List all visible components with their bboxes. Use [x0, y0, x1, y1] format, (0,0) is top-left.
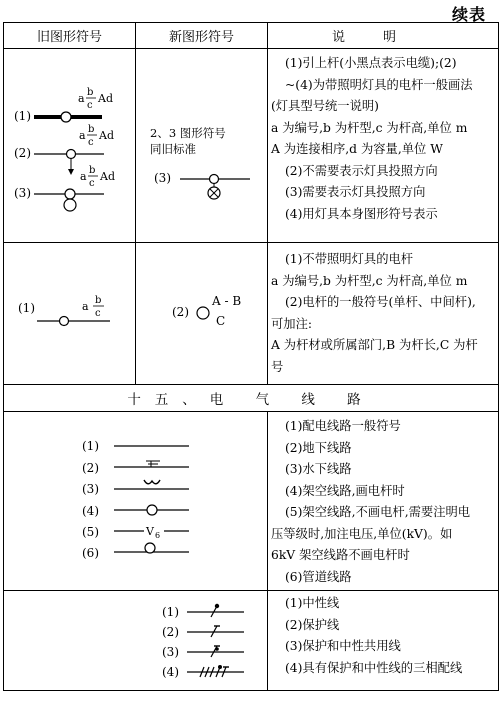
pole-symbols-new [136, 49, 267, 241]
section-title [4, 385, 499, 412]
old-symbol-cell [4, 243, 136, 385]
desc-line: A 为连接相序,d 为容量,单位 W [271, 142, 443, 156]
description-cell [268, 591, 499, 691]
neutral-dot [215, 647, 219, 651]
line-symbols [4, 412, 267, 588]
note-line2: 同旧标准 [150, 142, 196, 156]
section-row [4, 385, 499, 412]
pole-symbol-new [136, 243, 267, 383]
old-symbol-cell [4, 49, 136, 243]
neutral-dot [215, 604, 219, 608]
desc-line: ~(4)为带照明灯具的电杆一般画法 [285, 77, 473, 92]
pipe-circle [145, 543, 155, 553]
note-line1: 2、3 图形符号 [150, 126, 226, 140]
desc-line: (4)用灯具本身图形符号表示 [285, 206, 438, 221]
pole-circle [65, 189, 75, 199]
line-symbols-cell [4, 412, 268, 591]
section-title-text: 十五、电 气 线 路 [127, 392, 375, 408]
item-label: (2) [14, 146, 31, 160]
symbol-table [3, 22, 499, 691]
item-label: (3) [162, 645, 179, 659]
item-label: (2) [162, 625, 179, 639]
item-label: (2) [82, 461, 99, 475]
pole-circle [147, 505, 157, 515]
item-label: (4) [82, 504, 99, 518]
pole-circle [67, 150, 76, 159]
neutral-symbols-cell [4, 591, 268, 691]
item-label: (5) [82, 525, 99, 539]
desc-line: (4)架空线路,画电杆时 [285, 483, 405, 498]
label-c: c [87, 100, 93, 111]
pole-circle [210, 175, 219, 184]
desc-line: (5)架空线路,不画电杆,需要注明电 [285, 505, 471, 519]
label-a: a [82, 300, 89, 313]
label-b: b [89, 165, 96, 176]
direction-arrow-icon [68, 169, 74, 175]
continued-label: 续表 [451, 5, 486, 24]
water-wave-icon [144, 480, 160, 484]
label-c: c [89, 178, 95, 189]
neutral-dot [218, 665, 222, 669]
item-label: (1) [82, 439, 99, 453]
label-c: C [216, 314, 226, 328]
description-cell [268, 412, 499, 591]
desc-line: (1)中性线 [285, 596, 340, 610]
new-symbol-cell [136, 49, 268, 243]
header-row [4, 23, 499, 49]
item-label: (3) [82, 482, 99, 496]
desc-line: 号 [271, 359, 284, 374]
desc-line: (2)电杆的一般符号(单杆、中间杆), [285, 295, 476, 309]
voltage-label: V [146, 525, 154, 538]
item-label: (1) [14, 109, 31, 123]
item-label: (3) [154, 171, 171, 185]
header-description-text: 说明 [331, 30, 434, 45]
lamp-circle [64, 199, 76, 211]
label-b: b [95, 295, 102, 306]
desc-line: (2)保护线 [285, 617, 340, 632]
pole-circle [197, 307, 209, 319]
desc-line: (1)引上杆(小黑点表示电缆);(2) [285, 56, 457, 70]
item-label: (4) [162, 665, 179, 679]
desc-line: 可加注: [271, 316, 313, 331]
desc-line: (3)保护和中性共用线 [285, 639, 401, 653]
desc-line: (6)管道线路 [285, 569, 352, 584]
desc-line: (3)需要表示灯具投照方向 [285, 185, 426, 199]
neutral-symbols [4, 591, 267, 689]
label-ad: Ad [99, 129, 114, 142]
header-new-symbol: 新图形符号 [136, 23, 268, 49]
new-symbol-cell [136, 243, 268, 385]
item-label: (1) [162, 605, 179, 619]
label-ab: A - B [212, 294, 242, 308]
header-old-symbol: 旧图形符号 [4, 23, 136, 49]
voltage-sub: 6 [155, 531, 161, 540]
desc-line: (2)不需要表示灯具投照方向 [285, 163, 438, 178]
label-ad: Ad [100, 170, 115, 183]
label-a: a [79, 129, 86, 142]
label-c: c [95, 308, 101, 319]
desc-line: a 为编号,b 为杆型,c 为杆高,单位 m [271, 273, 468, 288]
item-label: (3) [14, 186, 31, 200]
desc-line: (4)具有保护和中性线的三相配线 [285, 660, 463, 675]
table-row [4, 412, 499, 591]
desc-line: a 为编号,b 为杆型,c 为杆高,单位 m [271, 120, 468, 135]
pole-symbols-old [4, 49, 135, 241]
table-row [4, 591, 499, 691]
label-a: a [78, 92, 85, 105]
desc-line: (2)地下线路 [285, 440, 352, 455]
label-b: b [87, 87, 94, 98]
description-cell [268, 49, 499, 243]
label-c: c [88, 137, 94, 148]
pole-symbol-old [4, 243, 135, 383]
desc-line: (3)水下线路 [285, 462, 352, 476]
table-row [4, 49, 499, 243]
desc-line: (灯具型号统一说明) [271, 99, 379, 113]
label-a: a [80, 170, 87, 183]
label-ad: Ad [98, 92, 113, 105]
description-cell [268, 243, 499, 385]
desc-line: A 为杆材或所属部门,B 为杆长,C 为杆 [271, 338, 478, 352]
item-label: (1) [18, 301, 35, 315]
item-label: (6) [82, 546, 99, 560]
pole-circle [60, 317, 69, 326]
desc-line: (1)不带照明灯具的电杆 [285, 252, 414, 266]
item-label: (2) [172, 305, 189, 319]
desc-line: 压等级时,加注电压,单位(kV)。如 [271, 526, 453, 541]
table-row [4, 243, 499, 385]
label-b: b [88, 124, 95, 135]
pole-circle [61, 112, 71, 122]
header-description [268, 23, 499, 49]
desc-line: (1)配电线路一般符号 [285, 419, 401, 433]
desc-line: 6kV 架空线路不画电杆时 [271, 548, 410, 562]
